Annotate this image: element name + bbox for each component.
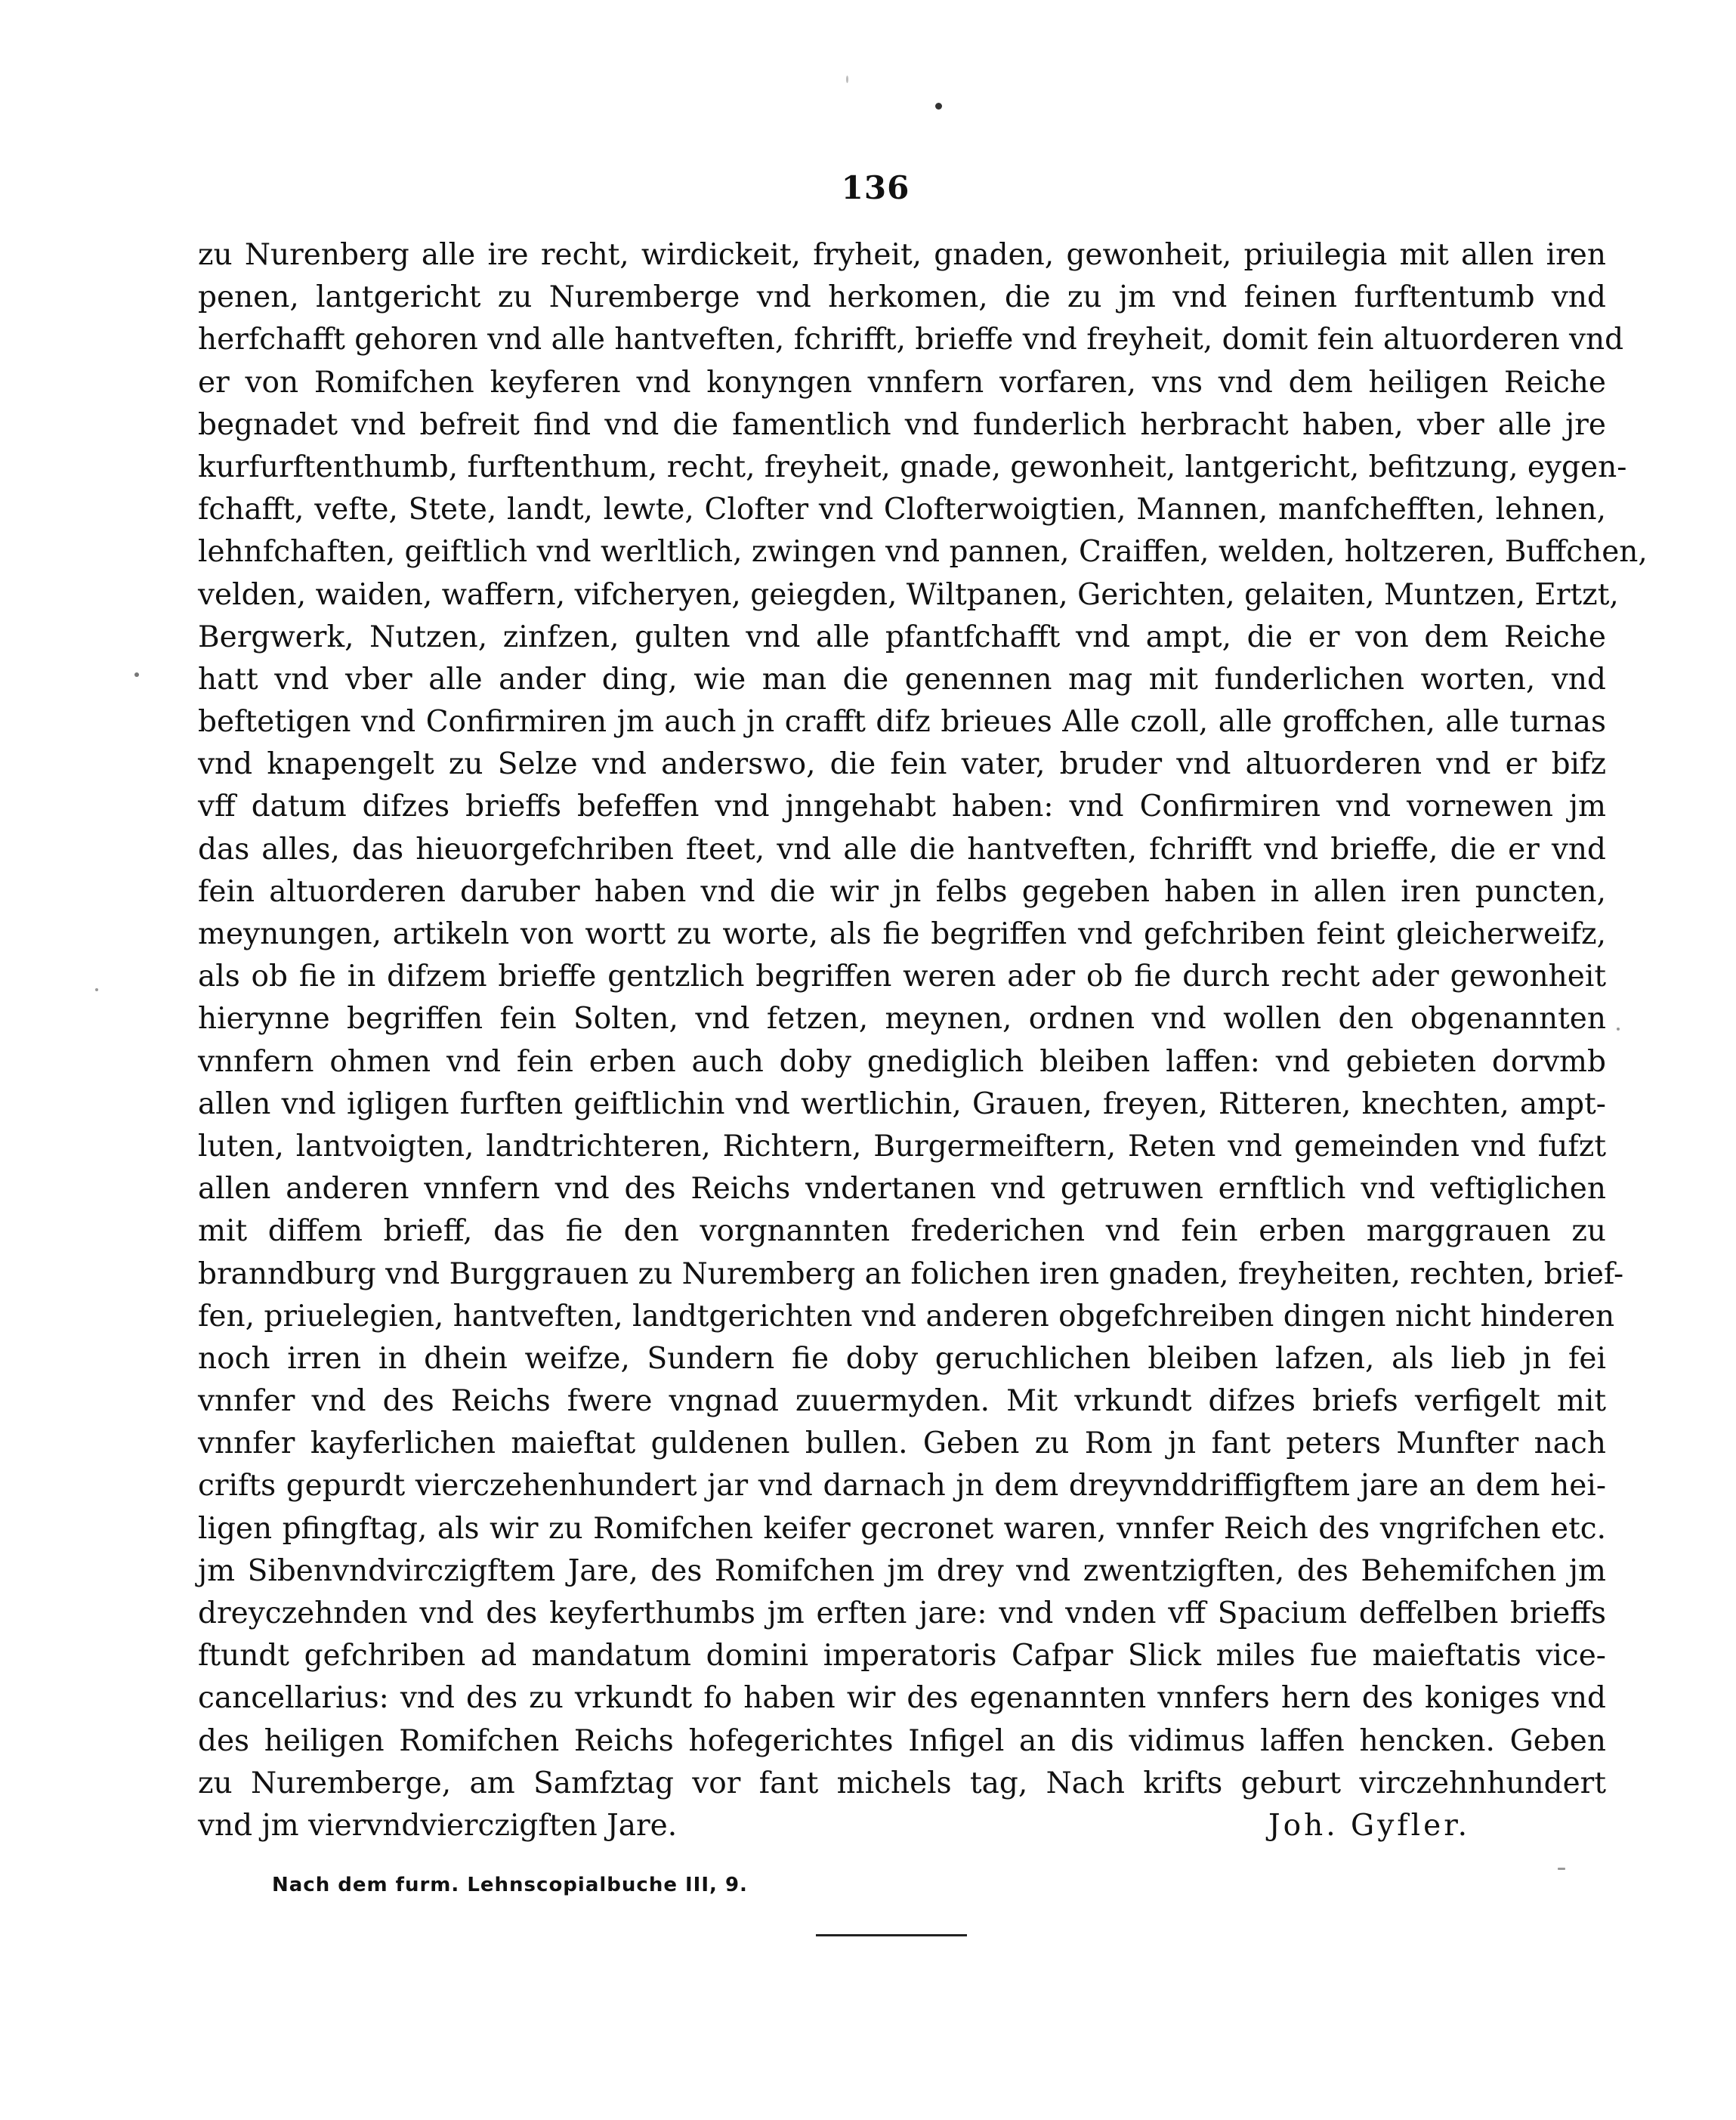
page-number: 136 — [841, 169, 910, 206]
text-line: ligen pfingftag, als wir zu Romifchen keifer gecronet waren, vnnfer Reich des vngrifchen etc. — [198, 1511, 1606, 1546]
text-line: kurfurftenthumb, furftenthum, recht, freyheit, gnade, gewonheit, lantgericht, befitzung, eygen- — [198, 450, 1627, 484]
text-line: noch irren in dhein weifze, Sundern fie doby geruchlichen bleiben lafzen, als lieb jn fei — [198, 1341, 1606, 1376]
document-body — [198, 234, 1648, 1847]
text-line: als ob fie in difzem brieffe gentzlich begriffen weren ader ob fie durch recht ader gewonheit — [198, 960, 1606, 994]
text-line: jm Sibenvndvirczigftem Jare, des Romifchen jm drey vnd zwentzigften, des Behemifchen jm — [198, 1553, 1606, 1588]
text-line: allen vnd igligen furften geiftlichin vnd wertlichin, Grauen, freyen, Ritteren, knechten, ampt- — [198, 1086, 1606, 1121]
text-line: des heiligen Romifchen Reichs hofegerichtes Infigel an dis vidimus laffen hencken. Geben — [198, 1723, 1606, 1758]
text-line: meynungen, artikeln von wortt zu worte, als fie begriffen vnd gefchriben feint gleicherweifz, — [198, 917, 1606, 951]
text-line: penen, lantgericht zu Nuremberge vnd herkomen, die zu jm vnd feinen furftentumb vnd — [198, 280, 1606, 315]
text-line: er von Romifchen keyferen vnd konyngen vnnfern vorfaren, vns vnd dem heiligen Reiche — [198, 365, 1606, 400]
text-line: ftundt gefchriben ad mandatum domini imperatoris Cafpar Slick miles fue maieftatis vice- — [198, 1639, 1606, 1673]
text-line: Bergwerk, Nutzen, zinfzen, gulten vnd alle pfantfchafft vnd ampt, die er von dem Reiche — [198, 620, 1606, 654]
text-line: begnadet vnd befreit find vnd die famentlich vnd funderlich herbracht haben, vber alle jre — [198, 407, 1606, 442]
text-line: allen anderen vnnfern vnd des Reichs vndertanen vnd getruwen ernftlich vnd veftiglichen — [198, 1172, 1606, 1207]
print-speck — [1558, 1868, 1565, 1870]
text-line: vnnfern ohmen vnd fein erben auch doby gnediglich bleiben laffen: vnd gebieten dorvmb — [198, 1044, 1606, 1079]
text-line: fchafft, vefte, Stete, landt, lewte, Clofter vnd Clofterwoigtien, Mannen, manfchefften, lehnen, — [198, 493, 1606, 527]
signature: Joh. Gyfler. — [1268, 1808, 1470, 1843]
text-line: vff datum difzes brieffs befeffen vnd jnngehabt haben: vnd Confirmiren vnd vornewen jm — [198, 790, 1606, 824]
text-line: crifts gepurdt vierczehenhundert jar vnd darnach jn dem dreyvnddriffigftem jare an dem hei- — [198, 1469, 1606, 1503]
text-line: herfchafft gehoren vnd alle hantveften, fchrifft, brieffe vnd freyheit, domit fein altuorderen vnd — [198, 323, 1624, 357]
closing-line — [198, 1805, 1606, 1847]
print-speck — [1617, 1028, 1620, 1031]
text-line: fein altuorderen daruber haben vnd die wir jn felbs gegeben haben in allen iren puncten, — [198, 874, 1606, 909]
print-speck — [95, 988, 98, 991]
text-line: zu Nuremberge, am Samfztag vor fant michels tag, Nach krifts geburt virczehnhundert — [198, 1766, 1606, 1800]
text-line: velden, waiden, waffern, vifcheryen, geiegden, Wiltpanen, Gerichten, gelaiten, Muntzen, Ertzt, — [198, 577, 1619, 612]
text-line: zu Nurenberg alle ire recht, wirdickeit, fryheit, gnaden, gewonheit, priuilegia mit allen iren — [198, 238, 1606, 272]
text-line: fen, priuelegien, hantveften, landtgerichten vnd anderen obgefchreiben dingen nicht hinderen — [198, 1299, 1615, 1333]
text-line: branndburg vnd Burggrauen zu Nuremberg an folichen iren gnaden, freyheiten, rechten, brief- — [198, 1256, 1624, 1291]
closing-text: vnd jm viervndvierczigften Jare. — [198, 1808, 678, 1843]
print-speck — [846, 76, 848, 83]
text-line: hatt vnd vber alle ander ding, wie man die genennen mag mit funderlichen worten, vnd — [198, 662, 1606, 697]
text-line: beftetigen vnd Confirmiren jm auch jn crafft difz brieues Alle czoll, alle groffchen, alle turnas — [198, 705, 1606, 740]
print-speck — [935, 103, 942, 110]
text-line: vnnfer vnd des Reichs fwere vngnad zuuermyden. Mit vrkundt difzes briefs verfigelt mit — [198, 1384, 1606, 1419]
text-line: mit diffem brieff, das fie den vorgnannten frederichen vnd fein erben marggrauen zu — [198, 1214, 1606, 1249]
text-line: das alles, das hieuorgefchriben fteet, vnd alle die hantveften, fchrifft vnd brieffe, die er vnd — [198, 832, 1606, 867]
text-line: vnnfer kayferlichen maieftat guldenen bullen. Geben zu Rom jn fant peters Munfter nach — [198, 1426, 1606, 1461]
text-line: dreyczehnden vnd des keyferthumbs jm erften jare: vnd vnden vff Spacium deffelben brieffs — [198, 1596, 1606, 1630]
source-footnote: Nach dem furm. Lehnscopialbuche III, 9. — [272, 1874, 748, 1896]
end-rule — [816, 1934, 967, 1936]
print-speck — [134, 672, 139, 677]
text-line: cancellarius: vnd des zu vrkundt fo haben wir des egenannten vnnfers hern des koniges vnd — [198, 1681, 1606, 1716]
text-line: luten, lantvoigten, landtrichteren, Richtern, Burgermeiftern, Reten vnd gemeinden vnd fufzt — [198, 1129, 1606, 1164]
text-line: vnd knapengelt zu Selze vnd anderswo, die fein vater, bruder vnd altuorderen vnd er bifz — [198, 747, 1606, 782]
text-line: lehnfchaften, geiftlich vnd werltlich, zwingen vnd pannen, Craiffen, welden, holtzeren, Buffchen, — [198, 535, 1648, 570]
text-line: hierynne begriffen fein Solten, vnd fetzen, meynen, ordnen vnd wollen den obgenannten — [198, 1002, 1606, 1037]
